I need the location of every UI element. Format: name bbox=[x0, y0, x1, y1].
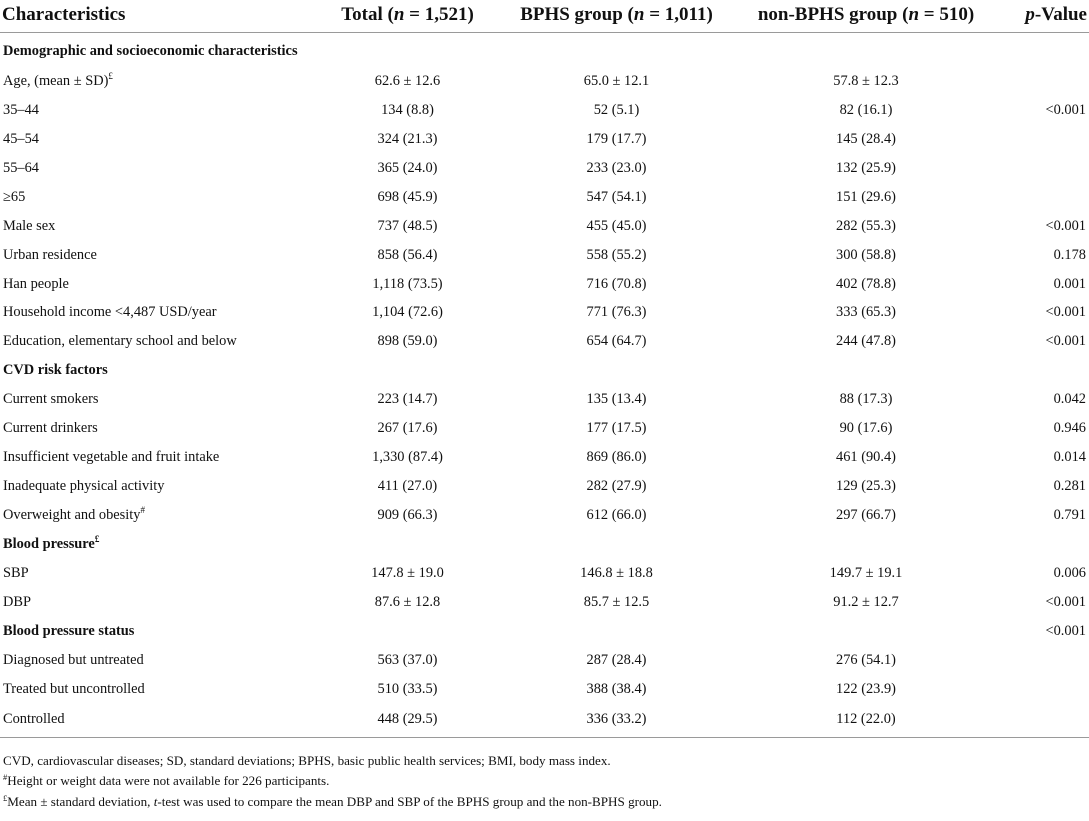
cell-bphs: 85.7 ± 12.5 bbox=[583, 593, 650, 610]
table-row bbox=[0, 385, 1089, 414]
table-row bbox=[0, 241, 1089, 270]
cell-bphs: 282 (27.9) bbox=[586, 478, 647, 495]
footnote-hash: #Height or weight data were not available for 226 participants. bbox=[3, 772, 330, 789]
table-row bbox=[0, 443, 1089, 472]
cell-non-bphs: 244 (47.8) bbox=[836, 333, 896, 350]
cell-non-bphs: 402 (78.8) bbox=[836, 275, 896, 292]
cell-non-bphs bbox=[733, 530, 999, 559]
cell-p-value bbox=[999, 33, 1089, 68]
row-label: Household income <4,487 USD/year bbox=[3, 304, 217, 321]
table-row bbox=[0, 559, 1089, 588]
cell-non-bphs: 297 (66.7) bbox=[836, 507, 896, 524]
section-row bbox=[0, 33, 1089, 68]
cell-p-value: <0.001 bbox=[1045, 593, 1086, 610]
table-row bbox=[0, 472, 1089, 501]
cell-non-bphs: 112 (22.0) bbox=[733, 704, 999, 738]
cell-total: 563 (37.0) bbox=[377, 651, 438, 668]
cell-total: 1,330 (87.4) bbox=[372, 449, 443, 466]
cell-non-bphs: 145 (28.4) bbox=[836, 130, 896, 147]
cell-p-value bbox=[999, 356, 1089, 385]
cell-p-value bbox=[999, 154, 1089, 183]
footnote-mark: £ bbox=[94, 533, 100, 544]
cell-total: 87.6 ± 12.8 bbox=[374, 593, 441, 610]
cell-total: 858 (56.4) bbox=[377, 246, 438, 263]
cell-bphs bbox=[500, 617, 733, 646]
cell-total: 698 (45.9) bbox=[377, 188, 438, 205]
cell-p-value bbox=[999, 67, 1089, 96]
table-row bbox=[0, 588, 1089, 617]
header-total: Total (n = 1,521) bbox=[315, 0, 500, 33]
row-label: Diagnosed but untreated bbox=[3, 651, 144, 668]
cell-bphs: 654 (64.7) bbox=[586, 333, 647, 350]
table-row bbox=[0, 125, 1089, 154]
cell-total bbox=[315, 356, 500, 385]
footnote-mark: # bbox=[140, 505, 145, 516]
table-row bbox=[0, 414, 1089, 443]
cell-total: 411 (27.0) bbox=[377, 478, 438, 495]
cell-non-bphs bbox=[733, 356, 999, 385]
table-row bbox=[0, 646, 1089, 675]
cell-non-bphs: 151 (29.6) bbox=[836, 188, 896, 205]
cell-total: 134 (8.8) bbox=[381, 101, 434, 118]
header-non-bphs-group: non-BPHS group (n = 510) bbox=[733, 0, 999, 33]
row-label: Male sex bbox=[3, 217, 56, 234]
footnote-abbreviations: CVD, cardiovascular diseases; SD, standard deviations; BPHS, basic public health services; BMI, body mass index. bbox=[3, 752, 611, 768]
footnote-pound: £Mean ± standard deviation, t-test was used to compare the mean DBP and SBP of the BPHS group and the non-BPHS group. bbox=[3, 792, 662, 809]
footnote-mark-hash: # bbox=[3, 772, 8, 783]
header-characteristics: Characteristics bbox=[0, 0, 315, 33]
section-heading: Demographic and socioeconomic characteristics bbox=[3, 43, 298, 59]
cell-total: 62.6 ± 12.6 bbox=[374, 72, 441, 89]
cell-non-bphs: 132 (25.9) bbox=[836, 159, 896, 176]
row-label: Insufficient vegetable and fruit intake bbox=[3, 449, 220, 466]
cell-p-value bbox=[999, 183, 1089, 212]
cell-bphs: 135 (13.4) bbox=[586, 391, 647, 408]
cell-non-bphs: 122 (23.9) bbox=[836, 680, 896, 697]
table-row bbox=[0, 501, 1089, 530]
cell-total: 1,118 (73.5) bbox=[372, 275, 443, 292]
cell-p-value: 0.006 bbox=[1053, 564, 1086, 581]
cell-bphs: 287 (28.4) bbox=[586, 651, 647, 668]
cell-p-value bbox=[999, 125, 1089, 154]
cell-p-value: <0.001 bbox=[1045, 333, 1086, 350]
cell-non-bphs: 57.8 ± 12.3 bbox=[833, 72, 899, 89]
row-label: SBP bbox=[3, 564, 29, 581]
cell-non-bphs bbox=[733, 617, 999, 646]
cell-total: 510 (33.5) bbox=[377, 680, 438, 697]
cell-non-bphs: 88 (17.3) bbox=[839, 391, 893, 408]
cell-p-value: 0.001 bbox=[1053, 275, 1086, 292]
row-label: Han people bbox=[3, 275, 69, 292]
cell-non-bphs: 282 (55.3) bbox=[836, 217, 896, 234]
cell-p-value: 0.014 bbox=[1053, 449, 1086, 466]
cell-non-bphs: 300 (58.8) bbox=[836, 246, 896, 263]
cell-non-bphs bbox=[733, 33, 999, 68]
header-row bbox=[0, 0, 1089, 33]
cell-p-value bbox=[999, 646, 1089, 675]
cell-non-bphs: 333 (65.3) bbox=[836, 304, 896, 321]
row-label: 55–64 bbox=[3, 159, 39, 176]
cell-non-bphs: 90 (17.6) bbox=[839, 420, 893, 437]
cell-bphs: 558 (55.2) bbox=[586, 246, 647, 263]
cell-non-bphs: 149.7 ± 19.1 bbox=[829, 564, 903, 581]
row-label: Age, (mean ± SD)£ bbox=[3, 70, 113, 89]
row-label: DBP bbox=[3, 593, 31, 610]
section-heading: Blood pressure£ bbox=[3, 533, 100, 552]
cell-bphs: 869 (86.0) bbox=[586, 449, 647, 466]
footnote-mark: £ bbox=[108, 70, 113, 81]
cell-p-value: 0.791 bbox=[1053, 507, 1086, 524]
cell-p-value: 0.042 bbox=[1053, 391, 1086, 408]
section-heading: CVD risk factors bbox=[3, 362, 108, 379]
cell-total: 448 (29.5) bbox=[315, 704, 500, 738]
cell-bphs: 146.8 ± 18.8 bbox=[580, 564, 653, 581]
cell-p-value: 0.178 bbox=[1053, 246, 1086, 263]
cell-bphs: 771 (76.3) bbox=[586, 304, 647, 321]
cell-p-value: <0.001 bbox=[1045, 217, 1086, 234]
cell-total: 365 (24.0) bbox=[377, 159, 438, 176]
cell-total bbox=[315, 33, 500, 68]
cell-bphs: 336 (33.2) bbox=[500, 704, 733, 738]
section-row bbox=[0, 356, 1089, 385]
cell-total bbox=[315, 617, 500, 646]
cell-total: 909 (66.3) bbox=[377, 507, 438, 524]
header-bphs-group: BPHS group (n = 1,011) bbox=[500, 0, 733, 33]
cell-total: 324 (21.3) bbox=[377, 130, 438, 147]
cell-non-bphs: 461 (90.4) bbox=[836, 449, 896, 466]
cell-bphs bbox=[500, 356, 733, 385]
cell-bphs bbox=[500, 33, 733, 68]
cell-bphs: 233 (23.0) bbox=[586, 159, 647, 176]
cell-bphs: 547 (54.1) bbox=[586, 188, 647, 205]
cell-p-value bbox=[999, 530, 1089, 559]
table-body bbox=[0, 33, 1089, 738]
cell-bphs bbox=[500, 530, 733, 559]
cell-total: 223 (14.7) bbox=[377, 391, 438, 408]
cell-p-value: <0.001 bbox=[1045, 622, 1086, 639]
cell-p-value: 0.946 bbox=[1053, 420, 1086, 437]
header-p-value: p-Value bbox=[999, 0, 1089, 33]
row-label: Inadequate physical activity bbox=[3, 478, 165, 495]
table-row bbox=[0, 183, 1089, 212]
cell-p-value: <0.001 bbox=[1045, 101, 1086, 118]
cell-non-bphs: 276 (54.1) bbox=[836, 651, 896, 668]
table-row bbox=[0, 212, 1089, 241]
table-row bbox=[0, 67, 1089, 96]
cell-bphs: 388 (38.4) bbox=[586, 680, 647, 697]
table-row bbox=[0, 299, 1089, 328]
cell-bphs: 177 (17.5) bbox=[586, 420, 647, 437]
table-row bbox=[0, 270, 1089, 299]
table-row bbox=[0, 704, 1089, 738]
cell-bphs: 65.0 ± 12.1 bbox=[583, 72, 650, 89]
table-row bbox=[0, 675, 1089, 704]
table-footnotes bbox=[0, 738, 1089, 813]
row-label: Controlled bbox=[0, 704, 315, 738]
row-label: 35–44 bbox=[3, 101, 39, 118]
cell-bphs: 179 (17.7) bbox=[586, 130, 647, 147]
footnote-mark-pound: £ bbox=[3, 792, 8, 803]
table-header bbox=[0, 0, 1089, 33]
cell-bphs: 612 (66.0) bbox=[586, 507, 647, 524]
row-label: Current smokers bbox=[3, 391, 99, 408]
cell-non-bphs: 129 (25.3) bbox=[836, 478, 896, 495]
cell-bphs: 455 (45.0) bbox=[586, 217, 647, 234]
cell-non-bphs: 91.2 ± 12.7 bbox=[833, 593, 899, 610]
cell-total bbox=[315, 530, 500, 559]
row-label: Education, elementary school and below bbox=[3, 333, 237, 350]
section-row bbox=[0, 617, 1089, 646]
row-label: Current drinkers bbox=[3, 420, 98, 437]
table-row bbox=[0, 96, 1089, 125]
cell-total: 737 (48.5) bbox=[377, 217, 438, 234]
cell-p-value: <0.001 bbox=[1045, 304, 1086, 321]
cell-bphs: 52 (5.1) bbox=[593, 101, 640, 118]
row-label: ≥65 bbox=[3, 188, 26, 205]
cell-bphs: 716 (70.8) bbox=[586, 275, 647, 292]
cell-total: 147.8 ± 19.0 bbox=[371, 564, 444, 581]
cell-total: 1,104 (72.6) bbox=[372, 304, 443, 321]
row-label: Treated but uncontrolled bbox=[3, 680, 145, 697]
section-row bbox=[0, 530, 1089, 559]
cell-p-value bbox=[999, 704, 1089, 738]
section-heading: Blood pressure status bbox=[3, 622, 135, 639]
row-label: Overweight and obesity# bbox=[3, 505, 145, 524]
cell-total: 898 (59.0) bbox=[377, 333, 438, 350]
cell-non-bphs: 82 (16.1) bbox=[839, 101, 893, 118]
cell-p-value bbox=[999, 675, 1089, 704]
cell-total: 267 (17.6) bbox=[377, 420, 438, 437]
table-row bbox=[0, 327, 1089, 356]
table-row bbox=[0, 154, 1089, 183]
cell-p-value: 0.281 bbox=[1053, 478, 1086, 495]
row-label: Urban residence bbox=[3, 246, 97, 263]
row-label: 45–54 bbox=[3, 130, 39, 147]
